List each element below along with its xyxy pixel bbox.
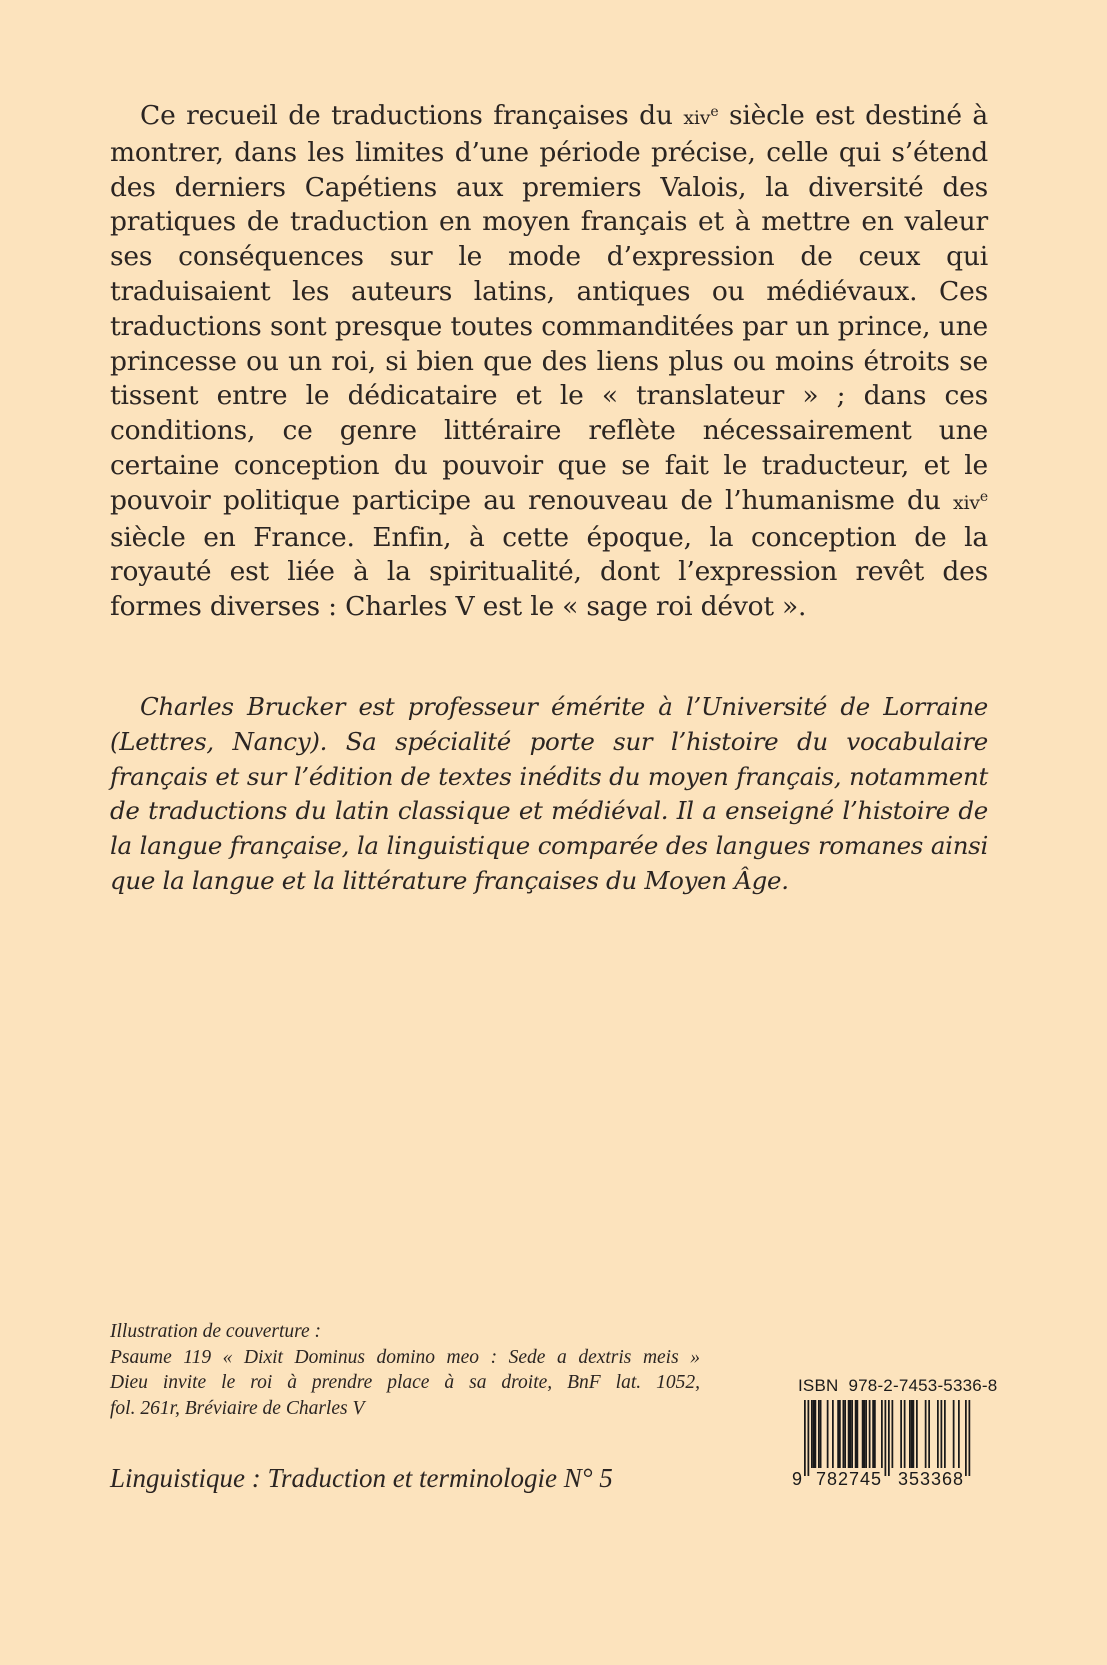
- barcode-bar: [865, 1400, 867, 1468]
- barcode-bar: [832, 1400, 834, 1468]
- barcode-bar: [925, 1400, 927, 1468]
- barcode-bar: [911, 1400, 913, 1468]
- barcode-bar: [818, 1400, 820, 1468]
- barcode-graphic: [790, 1376, 980, 1488]
- barcode-bar: [855, 1400, 857, 1468]
- barcode-bar: [909, 1400, 911, 1468]
- barcode-bar: [808, 1400, 810, 1476]
- barcode-bar: [874, 1400, 876, 1468]
- barcode-bar: [904, 1400, 906, 1468]
- barcode-bar: [850, 1400, 852, 1468]
- book-summary: [110, 99, 988, 625]
- barcode-bar: [881, 1400, 883, 1468]
- century-numeral-1: xiv: [683, 107, 711, 129]
- barcode-bar: [941, 1400, 943, 1468]
- barcode-bar: [813, 1400, 815, 1468]
- isbn-number: 978-2-7453-5336-8: [848, 1376, 998, 1395]
- barcode-bar: [892, 1400, 894, 1468]
- barcode-bar: [837, 1400, 839, 1468]
- barcode-bar: [804, 1400, 806, 1476]
- barcode-bar: [937, 1400, 939, 1468]
- summary-text-3: siècle en France. Enfin, à cette époque, la conception de la royauté est liée à la spiritualité, dont l’expression revêt des formes diverses : Charles V est le « sage roi dévot ».: [110, 521, 988, 623]
- barcode-bar: [928, 1400, 930, 1468]
- century-superscript-1: e: [710, 104, 719, 120]
- barcode-bar: [944, 1400, 946, 1468]
- barcode-bar: [869, 1400, 871, 1468]
- summary-text-2: siècle est destiné à montrer, dans les limites d’une période précise, celle qui s’étend des derniers Capétiens aux premiers Valois, la diversité des pratiques de traduction en moyen français et à mettre en valeur ses conséquences sur le mode d’expression de ceux qui traduisaient les auteurs latins, antiques ou médiévaux. Ces traductions sont presque toutes commanditées par un prince, une princesse ou un roi, si bien que des liens plus ou moins étroits se tissent entre le dédicataire et le « translateur » ; dans ces conditions, ce genre littéraire reflète nécessairement une certaine conception du pouvoir que se fait le traducteur, et le pouvoir politique participe au renouveau de l’humanisme du: [110, 100, 988, 516]
- credit-line-1: Psaume 119 « Dixit Dominus domino meo : Sede a dextris meis »: [110, 1346, 700, 1368]
- barcode-bar: [916, 1400, 918, 1468]
- isbn-barcode: [790, 1376, 998, 1488]
- barcode-bar: [820, 1400, 822, 1468]
- barcode-bar: [843, 1400, 845, 1468]
- cover-illustration-credit: [110, 1319, 700, 1421]
- barcode-bar: [811, 1400, 813, 1468]
- barcode-bar: [844, 1400, 846, 1468]
- barcode-bar: [848, 1400, 850, 1468]
- barcode-bar: [815, 1400, 817, 1468]
- barcode-bar: [864, 1400, 866, 1468]
- isbn-label: ISBN: [798, 1376, 839, 1395]
- barcode-bar: [851, 1400, 853, 1468]
- barcode-bars: [804, 1400, 970, 1476]
- barcode-bar: [888, 1400, 890, 1476]
- series-title: Linguistique : Traduction et terminologie N° 5: [110, 1463, 613, 1493]
- author-bio: Charles Brucker est professeur émérite à l’Université de Lorraine (Lettres, Nancy). Sa spécialité porte sur l’histoire du vocabulaire français et sur l’édition de textes inédits du moyen français, notamment de traductions du latin classique et médiéval. Il a enseigné l’histoire de la langue française, la linguistique comparée des langues romanes ainsi que la langue et la littérature françaises du Moyen Âge.: [110, 692, 988, 895]
- credit-line-3: fol. 261r, Bréviaire de Charles V: [110, 1397, 365, 1419]
- barcode-bar: [885, 1400, 887, 1476]
- credit-heading: Illustration de couverture :: [110, 1321, 322, 1342]
- barcode-bar: [913, 1400, 915, 1468]
- barcode-bar: [862, 1400, 864, 1468]
- barcode-bar: [965, 1400, 967, 1476]
- century-superscript-2: e: [979, 488, 988, 505]
- credit-line-2: Dieu invite le roi à prendre place à sa droite, BnF lat. 1052,: [110, 1372, 700, 1393]
- barcode-bar: [872, 1400, 874, 1468]
- barcode-first-digit: 9: [792, 1469, 803, 1488]
- century-numeral-2: xiv: [952, 491, 980, 514]
- summary-text-1: Ce recueil de traductions françaises du: [140, 100, 684, 131]
- barcode-bar: [953, 1400, 955, 1468]
- barcode-bar: [827, 1400, 829, 1468]
- barcode-bar: [857, 1400, 859, 1468]
- barcode-left-digits: 782745: [815, 1469, 883, 1488]
- barcode-bar: [839, 1400, 841, 1468]
- barcode-bar: [958, 1400, 960, 1468]
- barcode-right-digits: 353368: [897, 1469, 965, 1488]
- barcode-bar: [969, 1400, 971, 1476]
- barcode-bar: [900, 1400, 902, 1468]
